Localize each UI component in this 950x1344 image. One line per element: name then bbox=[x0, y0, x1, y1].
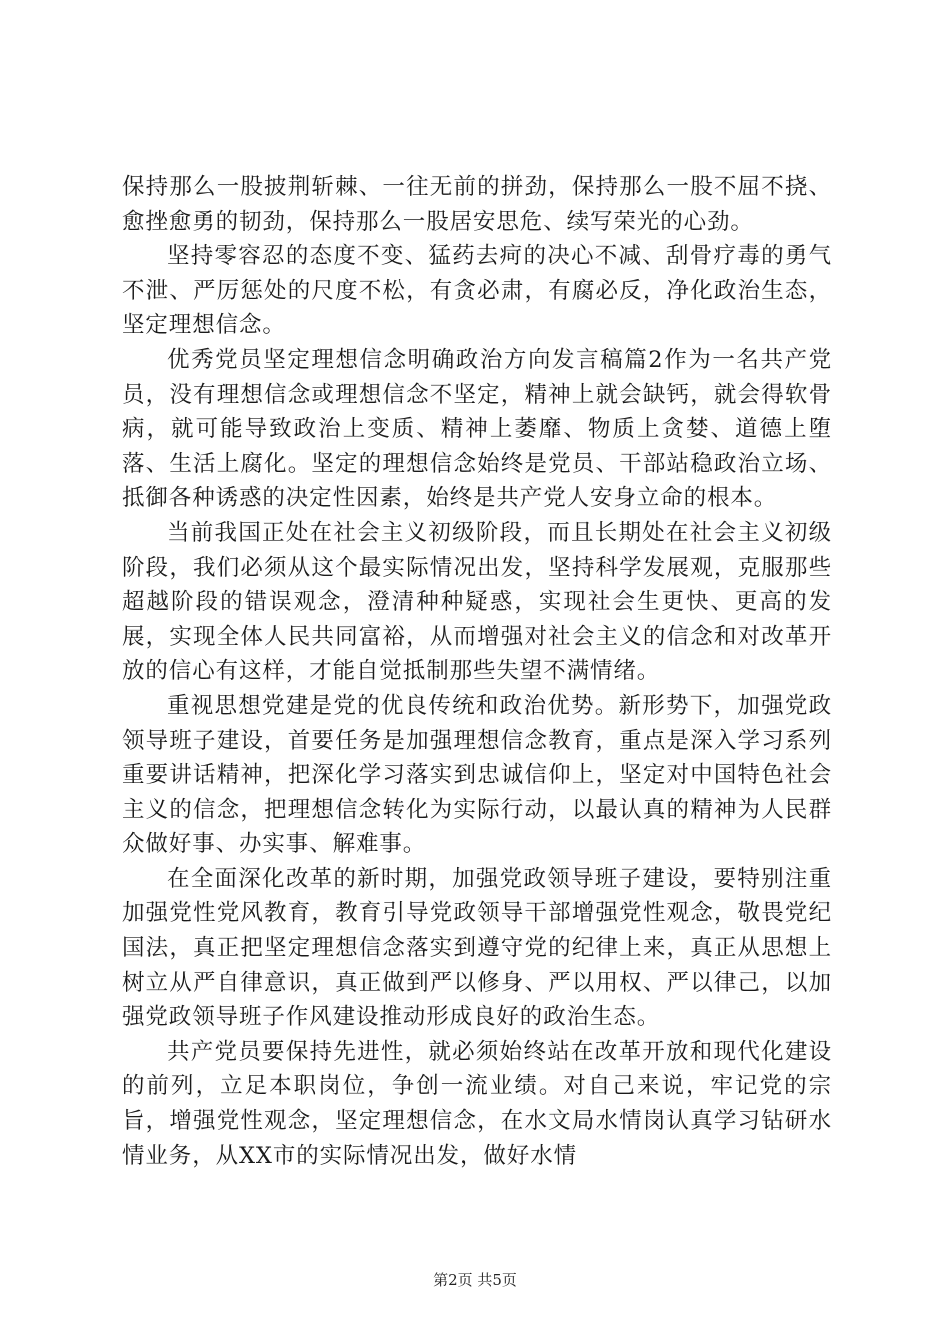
paragraph-2: 坚持零容忍的态度不变、猛药去疴的决心不减、刮骨疗毒的勇气不泄、严厉惩处的尺度不松，有贪必肃，有腐必反，净化政治生态，坚定理想信念。 bbox=[122, 243, 832, 339]
paragraph-7: 共产党员要保持先进性，就必须始终站在改革开放和现代化建设的前列，立足本职岗位，争创一流业绩。对自己来说，牢记党的宗旨，增强党性观念，坚定理想信念，在水文局水情岗认真学习钻研水情业务，从XX市的实际情况出发，做好水情 bbox=[122, 1038, 832, 1169]
page-number-label: 第2页 共5页 bbox=[433, 1271, 517, 1289]
page-footer bbox=[0, 1270, 950, 1290]
paragraph-3: 优秀党员坚定理想信念明确政治方向发言稿篇2作为一名共产党员，没有理想信念或理想信念不坚定，精神上就会缺钙，就会得软骨病，就可能导致政治上变质、精神上萎靡、物质上贪婪、道德上堕落、生活上腐化。坚定的理想信念始终是党员、干部站稳政治立场、抵御各种诱惑的决定性因素，始终是共产党人安身立命的根本。 bbox=[122, 346, 832, 512]
paragraph-4: 当前我国正处在社会主义初级阶段，而且长期处在社会主义初级阶段，我们必须从这个最实际情况出发，坚持科学发展观，克服那些超越阶段的错误观念，澄清种种疑惑，实现社会生更快、更高的发展，实现全体人民共同富裕，从而增强对社会主义的信念和对改革开放的信心有这样，才能自觉抵制那些失望不满情绪。 bbox=[122, 519, 832, 685]
paragraph-1: 保持那么一股披荆斩棘、一往无前的拼劲，保持那么一股不屈不挠、愈挫愈勇的韧劲，保持那么一股居安思危、续写荣光的心劲。 bbox=[122, 174, 832, 235]
paragraph-5: 重视思想党建是党的优良传统和政治优势。新形势下，加强党政领导班子建设，首要任务是加强理想信念教育，重点是深入学习系列重要讲话精神，把深化学习落实到忠诚信仰上，坚定对中国特色社会主义的信念，把理想信念转化为实际行动，以最认真的精神为人民群众做好事、办实事、解难事。 bbox=[122, 692, 832, 858]
document-body bbox=[122, 170, 832, 1173]
paragraph-6: 在全面深化改革的新时期，加强党政领导班子建设，要特别注重加强党性党风教育，教育引导党政领导干部增强党性观念，敬畏党纪国法，真正把坚定理想信念落实到遵守党的纪律上来，真正从思想上树立从严自律意识，真正做到严以修身、严以用权、严以律己，以加强党政领导班子作风建设推动形成良好的政治生态。 bbox=[122, 865, 832, 1031]
